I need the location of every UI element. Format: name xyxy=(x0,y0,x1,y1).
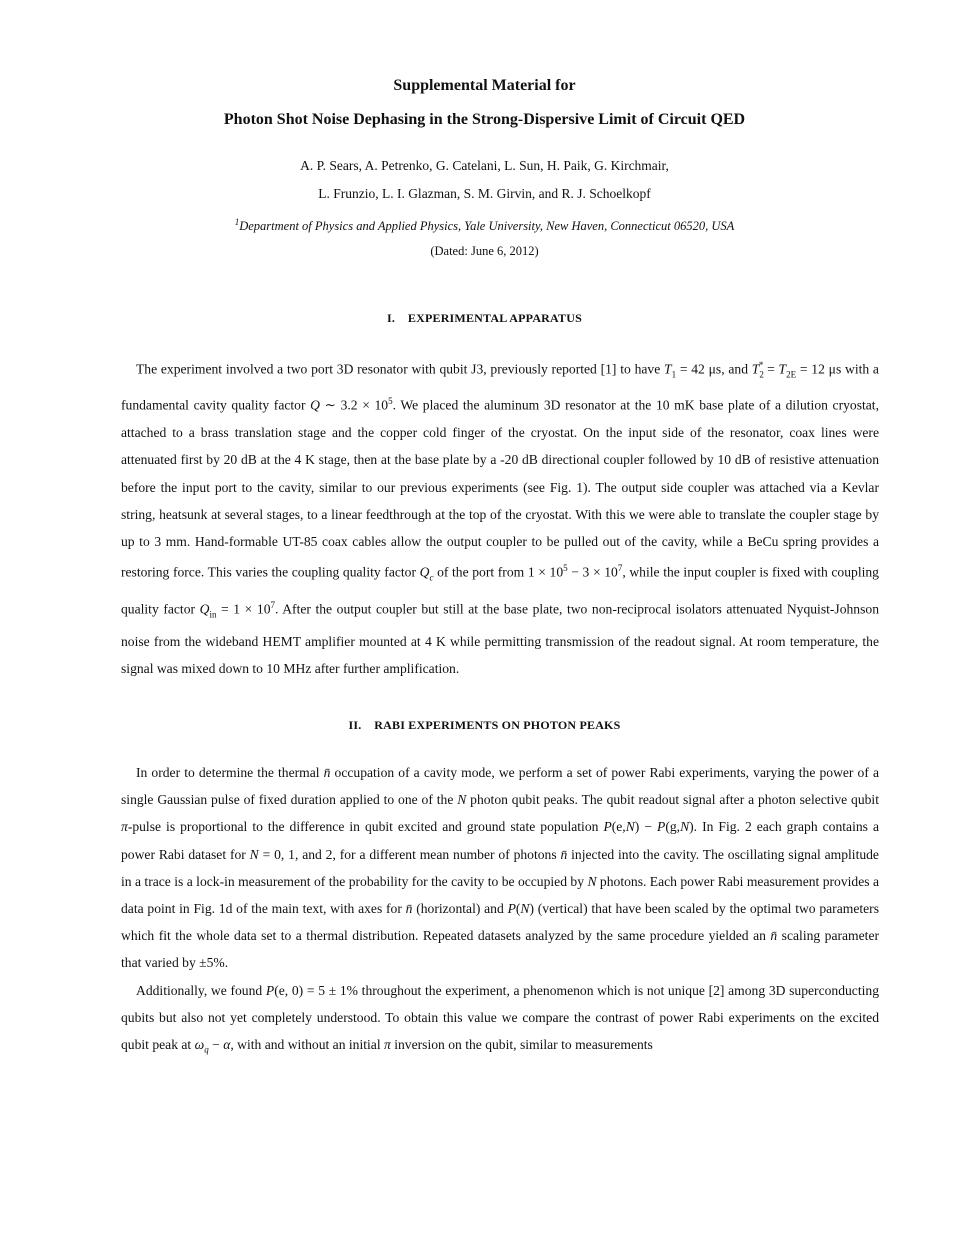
text: (horizontal) and xyxy=(412,901,508,917)
math-sub: q xyxy=(204,1045,209,1056)
affiliation-text: Department of Physics and Applied Physics, Yale University, New Haven, Connecticut 06520, USA xyxy=(239,219,735,234)
paragraph-1 xyxy=(121,352,879,683)
text: The experiment involved a two port 3D resonator with qubit J3, previously reported [1] to have xyxy=(136,361,664,377)
math-N: N xyxy=(457,792,467,808)
math-N: N xyxy=(625,819,635,835)
math-sub: 2 xyxy=(759,369,764,380)
text: . We placed the aluminum 3D resonator at the 10 mK base plate of a dilution cryostat, attached to a brass translation stage and the copper cold finger of the cryostat. On the input side of the resonator, coax lines were attenuated first by 20 dB at the 4 K stage, then at the base plate by a -20 dB directional coupler followed by 10 dB of resistive attenuation before the input port to the cavity, similar to our previous experiments (see Fig. 1). The output side coupler was attached via a Kevlar string, heatsunk at several stages, to a linear feedthrough at the top of the cryostat. With this we were able to translate the coupler stage by up to 3 mm. Hand-formable UT-85 coax cables allow the output coupler to be pulled out of the cavity, while a BeCu spring provides a restoring force. This varies the coupling quality factor xyxy=(121,397,879,580)
math-P: P xyxy=(603,819,612,835)
text: (g, xyxy=(665,819,681,835)
paragraph-3 xyxy=(121,977,879,1064)
text: − 3 × 10 xyxy=(567,564,618,580)
text: (e, xyxy=(611,819,626,835)
text: -pulse is proportional to the difference in qubit excited and ground state population xyxy=(127,819,604,835)
text: = 42 μs, and xyxy=(676,361,752,377)
math-pi: π xyxy=(384,1037,391,1053)
math-nbar: n̄ xyxy=(770,928,778,944)
text: . After the output coupler but still at the base plate, two non-reciprocal isolators attenuated Nyquist-Johnson noise from the wideband HEMT amplifier mounted at 4 K while permitting transmission of the readout signal. At room temperature, the signal was mixed down to 10 MHz after further amplification. xyxy=(121,601,879,677)
math-Q: Q xyxy=(419,564,430,580)
math-N: N xyxy=(680,819,690,835)
math-sub: 2E xyxy=(786,369,797,380)
math-Q: Q xyxy=(310,397,320,413)
math-omega: ω xyxy=(194,1037,205,1053)
math-sub: in xyxy=(209,608,217,619)
math-sup: * xyxy=(758,360,764,370)
text: ) (vertical) that have been scaled by the optimal two parameters which fit the whole data set to a thermal distribution. Repeated datasets analyzed by the same procedure yielded an xyxy=(121,901,879,944)
math-T: T xyxy=(664,361,672,377)
text: = 1 × 10 xyxy=(216,601,271,617)
math-alpha: α xyxy=(223,1037,231,1053)
text: ( xyxy=(515,901,521,917)
math-P: P xyxy=(265,983,275,998)
authors-line-1: A. P. Sears, A. Petrenko, G. Catelani, L. Sun, H. Paik, G. Kirchmair, xyxy=(300,158,669,173)
text: = 0, 1, and 2, for a different mean number of photons xyxy=(258,846,561,862)
text: occupation of a cavity mode, we perform a set of power Rabi experiments, varying the power of a single Gaussian pulse of fixed duration applied to one of the xyxy=(121,765,879,808)
math-N: N xyxy=(249,846,259,862)
paragraph-2 xyxy=(121,759,879,977)
math-sup: 5 xyxy=(388,396,393,407)
title-line-1: Supplemental Material for xyxy=(393,77,576,94)
text: = xyxy=(763,361,779,377)
math-N: N xyxy=(520,901,530,917)
text: inversion on the qubit, similar to measurements xyxy=(390,1037,653,1053)
text: , while the input coupler is fixed with coupling quality factor xyxy=(121,564,879,617)
math-sup: 7 xyxy=(270,599,275,610)
text: Additionally, we found xyxy=(136,983,266,998)
text: ). In Fig. 2 each graph contains a power Rabi dataset for xyxy=(121,819,879,862)
authors-line-2: L. Frunzio, L. I. Glazman, S. M. Girvin, and R. J. Schoelkopf xyxy=(318,186,651,201)
math-nbar: n̄ xyxy=(323,765,331,780)
text: − xyxy=(208,1037,224,1053)
math-pi: π xyxy=(121,819,128,835)
affiliation xyxy=(0,217,969,234)
affiliation-mark: 1 xyxy=(234,217,240,227)
text: scaling parameter that varied by ±5%. xyxy=(121,928,880,971)
paper-title: Photon Shot Noise Dephasing in the Strong-Dispersive Limit of Circuit QED xyxy=(223,111,746,128)
text: (e, 0) = 5 ± 1% throughout the experiment, a phenomenon which is not unique [2] among 3D superconducting qubits but also not yet completely understood. To obtain this value we compare the contrast of power Rabi experiments on the excited qubit peak at xyxy=(121,983,879,1053)
text: , with and without an initial xyxy=(230,1037,385,1053)
math-Q: Q xyxy=(199,601,210,617)
math-sub: 1 xyxy=(671,369,677,380)
text: ∼ 3.2 × 10 xyxy=(319,397,389,413)
math-sup: 7 xyxy=(617,563,623,574)
math-nbar: n̄ xyxy=(405,901,413,917)
math-sup: 5 xyxy=(563,563,568,574)
math-nbar: n̄ xyxy=(560,846,568,862)
dated-line: (Dated: June 6, 2012) xyxy=(430,244,539,258)
text: photons. Each power Rabi measurement provides a data point in Fig. 1d of the main text, with axes for xyxy=(121,873,879,917)
text: injected into the cavity. The oscillating signal amplitude in a trace is a lock-in measurement of the probability for the cavity to be occupied by xyxy=(121,846,879,889)
math-N: N xyxy=(587,873,597,889)
math-T: T xyxy=(778,361,787,377)
math-P: P xyxy=(507,901,516,917)
text: = 12 μs with a fundamental cavity quality factor xyxy=(121,361,879,413)
text: In order to determine the thermal xyxy=(136,765,324,780)
math-sub: c xyxy=(429,572,434,583)
math-P: P xyxy=(657,819,666,835)
section-heading-2: II. RABI EXPERIMENTS ON PHOTON PEAKS xyxy=(348,718,621,732)
text: photon qubit peaks. The qubit readout signal after a photon selective qubit xyxy=(466,792,879,808)
text: of the port from 1 × 10 xyxy=(433,564,564,580)
text: ) − xyxy=(634,819,658,835)
math-T: T xyxy=(751,361,760,377)
section-heading-1: I. EXPERIMENTAL APPARATUS xyxy=(387,311,582,325)
